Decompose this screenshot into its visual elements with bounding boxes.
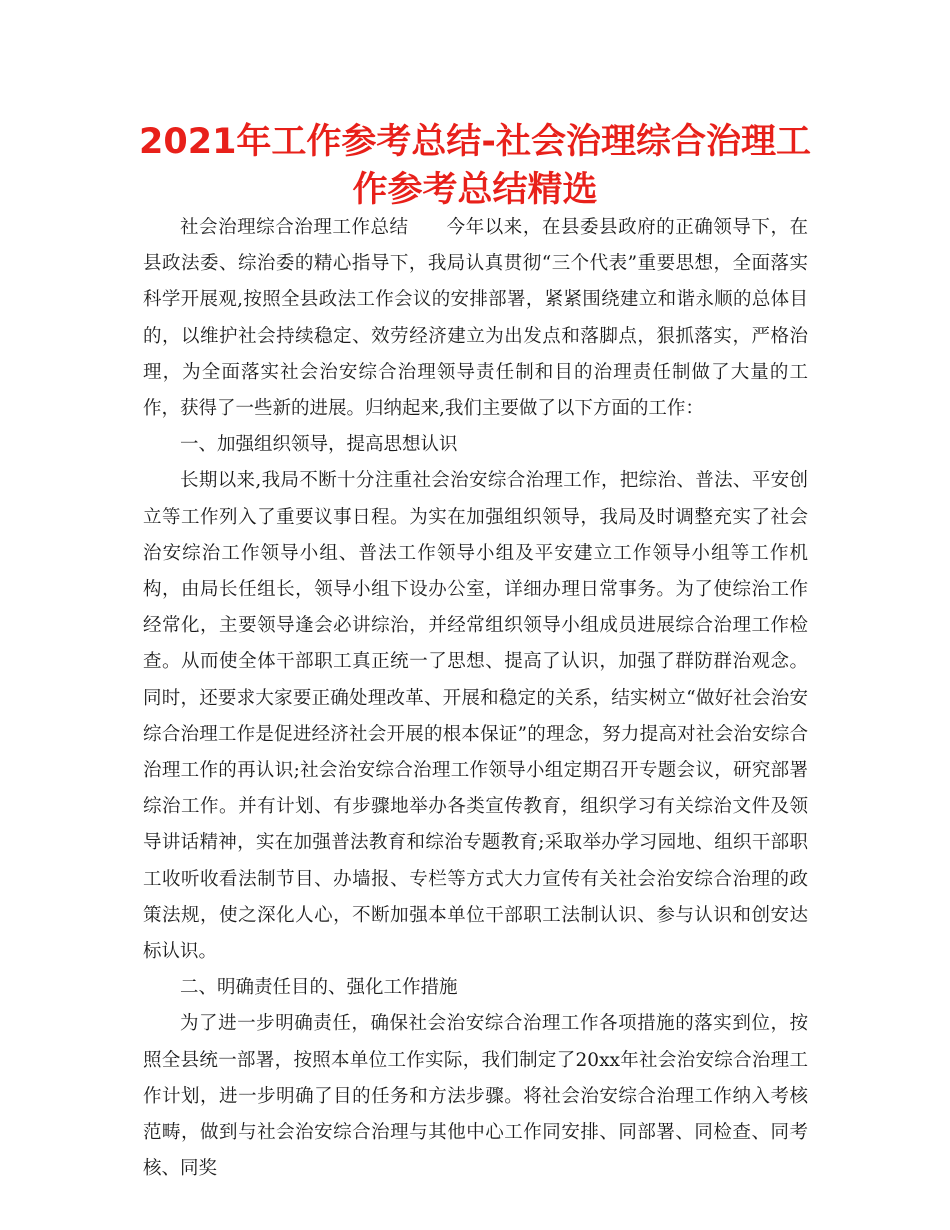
paragraph-intro: 社会治理综合治理工作总结 今年以来，在县委县政府的正确领导下，在县政法委、综治委的精心指导下，我局认真贯彻“三个代表”重要思想，全面落实科学开展观,按照全县政法工作会议的安排部署，紧紧围绕建立和谐永顺的总体目的，以维护社会持续稳定、效劳经济建立为出发点和落脚点，狠抓落实，严格治理，为全面落实社会治安综合治理领导责任制和目的治理责任制做了大量的工作，获得了一些新的进展。归纳起来,我们主要做了以下方面的工作： — [143, 217, 808, 420]
paragraph-section-1: 长期以来,我局不断十分注重社会治安综合治理工作，把综治、普法、平安创立等工作列入了重要议事日程。为实在加强组织领导，我局及时调整充实了社会治安综治工作领导小组、普法工作领导小组及平安建立工作领导小组等工作机构，由局长任组长，领导小组下设办公室，详细办理日常事务。为了使综治工作经常化，主要领导逢会必讲综治，并经常组织领导小组成员进展综合治理工作检查。从而使全体干部职工真正统一了思想、提高了认识，加强了群防群治观念。同时，还要求大家要正确处理改革、开展和稳定的关系，结实树立“做好社会治安综合治理工作是促进经济社会开展的根本保证”的理念，努力提高对社会治安综合治理工作的再认识;社会治安综合治理工作领导小组定期召开专题会议，研究部署综治工作。并有计划、有步骤地举办各类宣传教育，组织学习有关综治文件及领导讲话精神，实在加强普法教育和综治专题教育;采取举办学习园地、组织干部职工收听收看法制节目、办墙报、专栏等方式大力宣传有关社会治安综合治理的政策法规，使之深化人心，不断加强本单位干部职工法制认识、参与认识和创安达标认识。 — [143, 470, 808, 963]
paragraph-section-2: 为了进一步明确责任，确保社会治安综合治理工作各项措施的落实到位，按照全县统一部署，按照本单位工作实际，我们制定了20xx年社会治安综合治理工作计划，进一步明确了目的任务和方法步骤。将社会治安综合治理工作纳入考核范畴，做到与社会治安综合治理与其他中心工作同安排、同部署、同检查、同考核、同奖 — [143, 1013, 808, 1180]
section-heading-2: 二、明确责任目的、强化工作措施 — [180, 977, 458, 999]
section-heading-1: 一、加强组织领导，提高思想认识 — [180, 434, 458, 456]
document-title: 2021年工作参考总结-社会治理综合治理工作参考总结精选 — [139, 122, 811, 210]
document-body — [143, 210, 808, 1187]
